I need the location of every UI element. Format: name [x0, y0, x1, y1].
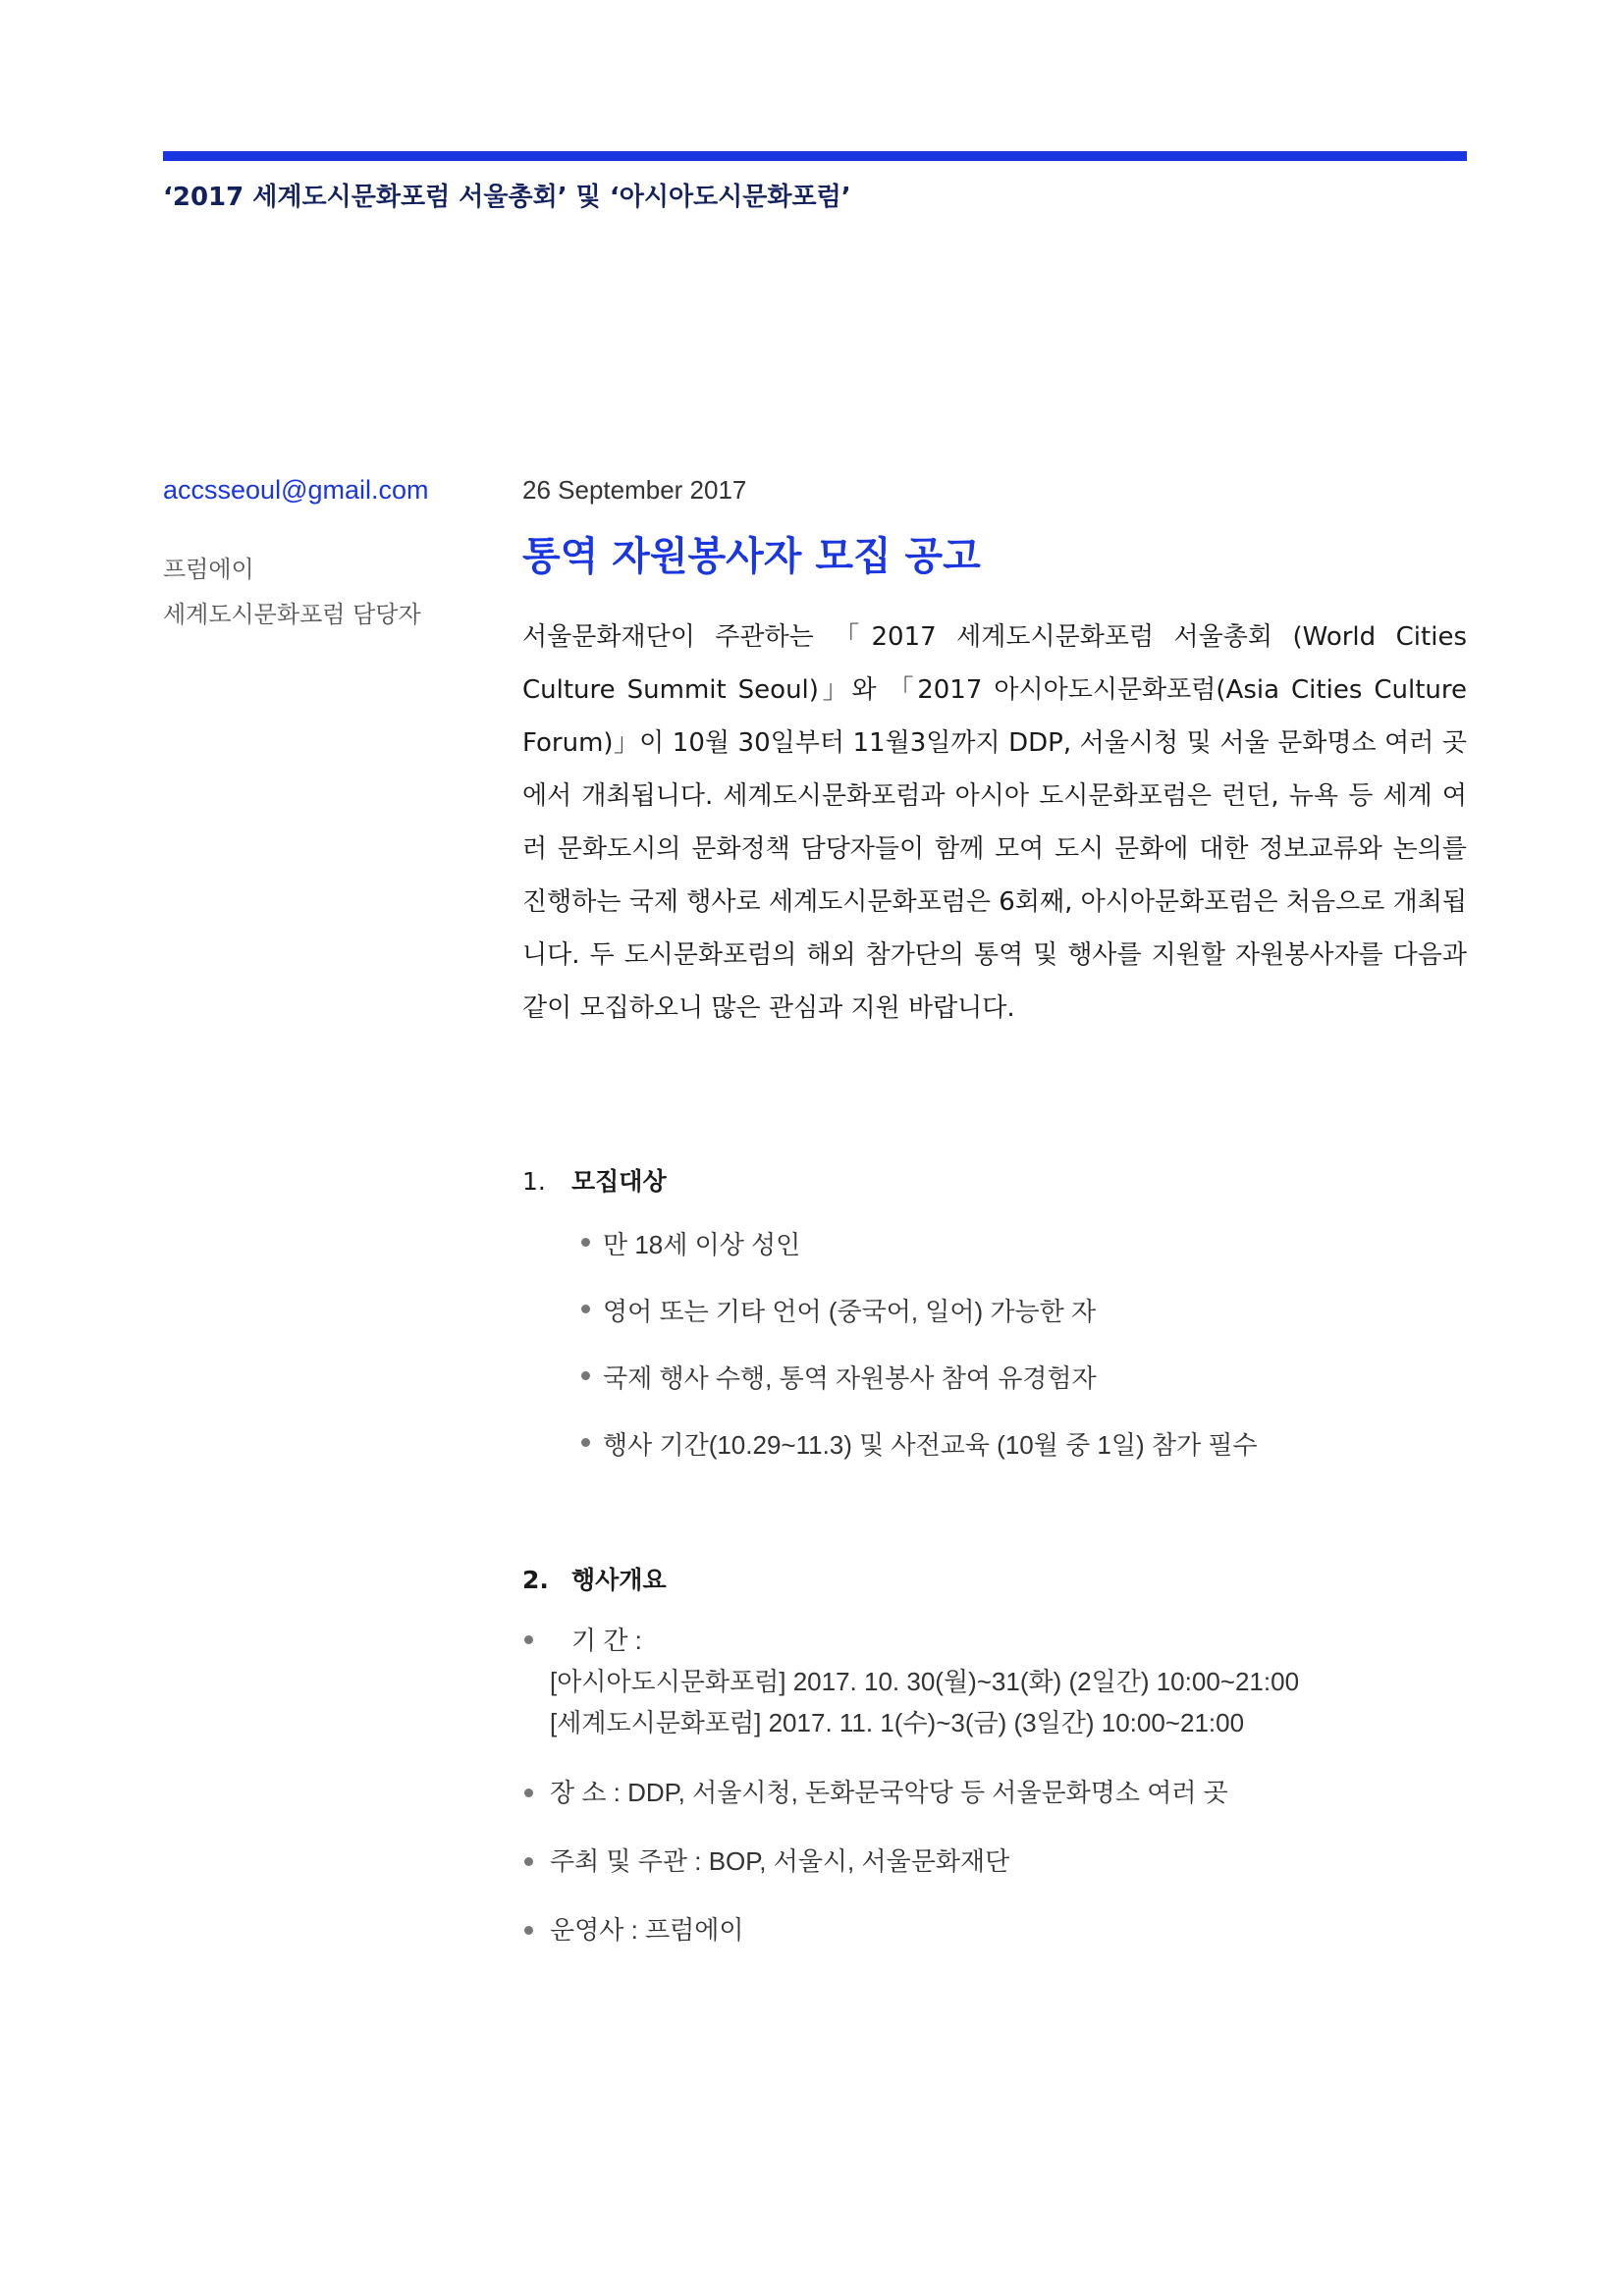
list-item: 행사 기간(10.29~11.3) 및 사전교육 (10월 중 1일) 참가 필수 [581, 1425, 1467, 1492]
overview-list [522, 1620, 1467, 1949]
section-event-overview [522, 1561, 1467, 1979]
period-asia: [아시아도시문화포럼] 2017. 10. 30(월)~31(화) (2일간) 10:00~21:00 [550, 1667, 1300, 1696]
list-item: 영어 또는 기타 언어 (중국어, 일어) 가능한 자 [581, 1292, 1467, 1359]
list-item: 국제 행사 수행, 통역 자원봉사 참여 유경험자 [581, 1359, 1467, 1425]
sender-org-name: 프럼에이 [163, 556, 254, 583]
list-item: 만 18세 이상 성인 [581, 1225, 1467, 1292]
section-title: 행사개요 [571, 1566, 667, 1594]
list-item-host: 주최 및 주관 : BOP, 서울시, 서울문화재단 [522, 1842, 1467, 1881]
sender-role: 세계도시문화포럼 담당자 [163, 601, 421, 628]
period-world: [세계도시문화포럼] 2017. 11. 1(수)~3(금) (3일간) 10:00~21:00 [550, 1708, 1245, 1737]
section-heading [522, 1162, 1467, 1198]
section-heading [522, 1561, 1467, 1596]
section-number: 1. [522, 1167, 546, 1196]
sender-organization [163, 547, 487, 637]
section-recruitment-target [522, 1162, 1467, 1492]
document-title: 통역 자원봉사자 모집 공고 [522, 534, 981, 579]
section-number: 2. [522, 1566, 549, 1594]
intro-paragraph: 서울문화재단이 주관하는 「2017 세계도시문화포럼 서울총회 (World Cities Culture Summit Seoul)」와 「2017 아시아도시문화포럼(Asia Cities Culture Forum)」이 10월 30일부터 11월3일까지 DDP, 서울시청 및 서울 문화명소 여러 곳 에서 개최됩니다. 세계도시문화포럼과 아시아 도시문화포럼은 런던, 뉴욕 등 세계 여러 문화도시의 문화정책 담당자들이 함께 모여 도시 문화에 대한 정보교류와 논의를 진행하는 국제 행사로 세계도시문화포럼은 6회째, 아시아문화포럼은 처음으로 개최됩니다. 두 도시문화포럼의 해외 참가단의 통역 및 행사를 지원할 자원봉사자를 다음과 같이 모집하오니 많은 관심과 지원 바랍니다. [522, 622, 1467, 1023]
eligibility-list [522, 1225, 1467, 1492]
contact-email-link[interactable]: accsseoul@gmail.com [163, 475, 429, 505]
section-title: 모집대상 [571, 1167, 667, 1196]
list-item-operator: 운영사 : 프럼에이 [522, 1910, 1467, 1949]
document-date: 26 September 2017 [522, 475, 747, 505]
header-rule [163, 151, 1467, 161]
list-item-venue: 장 소 : DDP, 서울시청, 돈화문국악당 등 서울문화명소 여러 곳 [522, 1773, 1467, 1812]
document-body [522, 475, 1467, 1035]
sender-column [163, 475, 487, 637]
page-header-title: ‘2017 세계도시문화포럼 서울총회’ 및 ‘아시아도시문화포럼’ [163, 183, 851, 212]
list-item-period [522, 1620, 1467, 1743]
period-label: 기 간 : [571, 1626, 642, 1655]
